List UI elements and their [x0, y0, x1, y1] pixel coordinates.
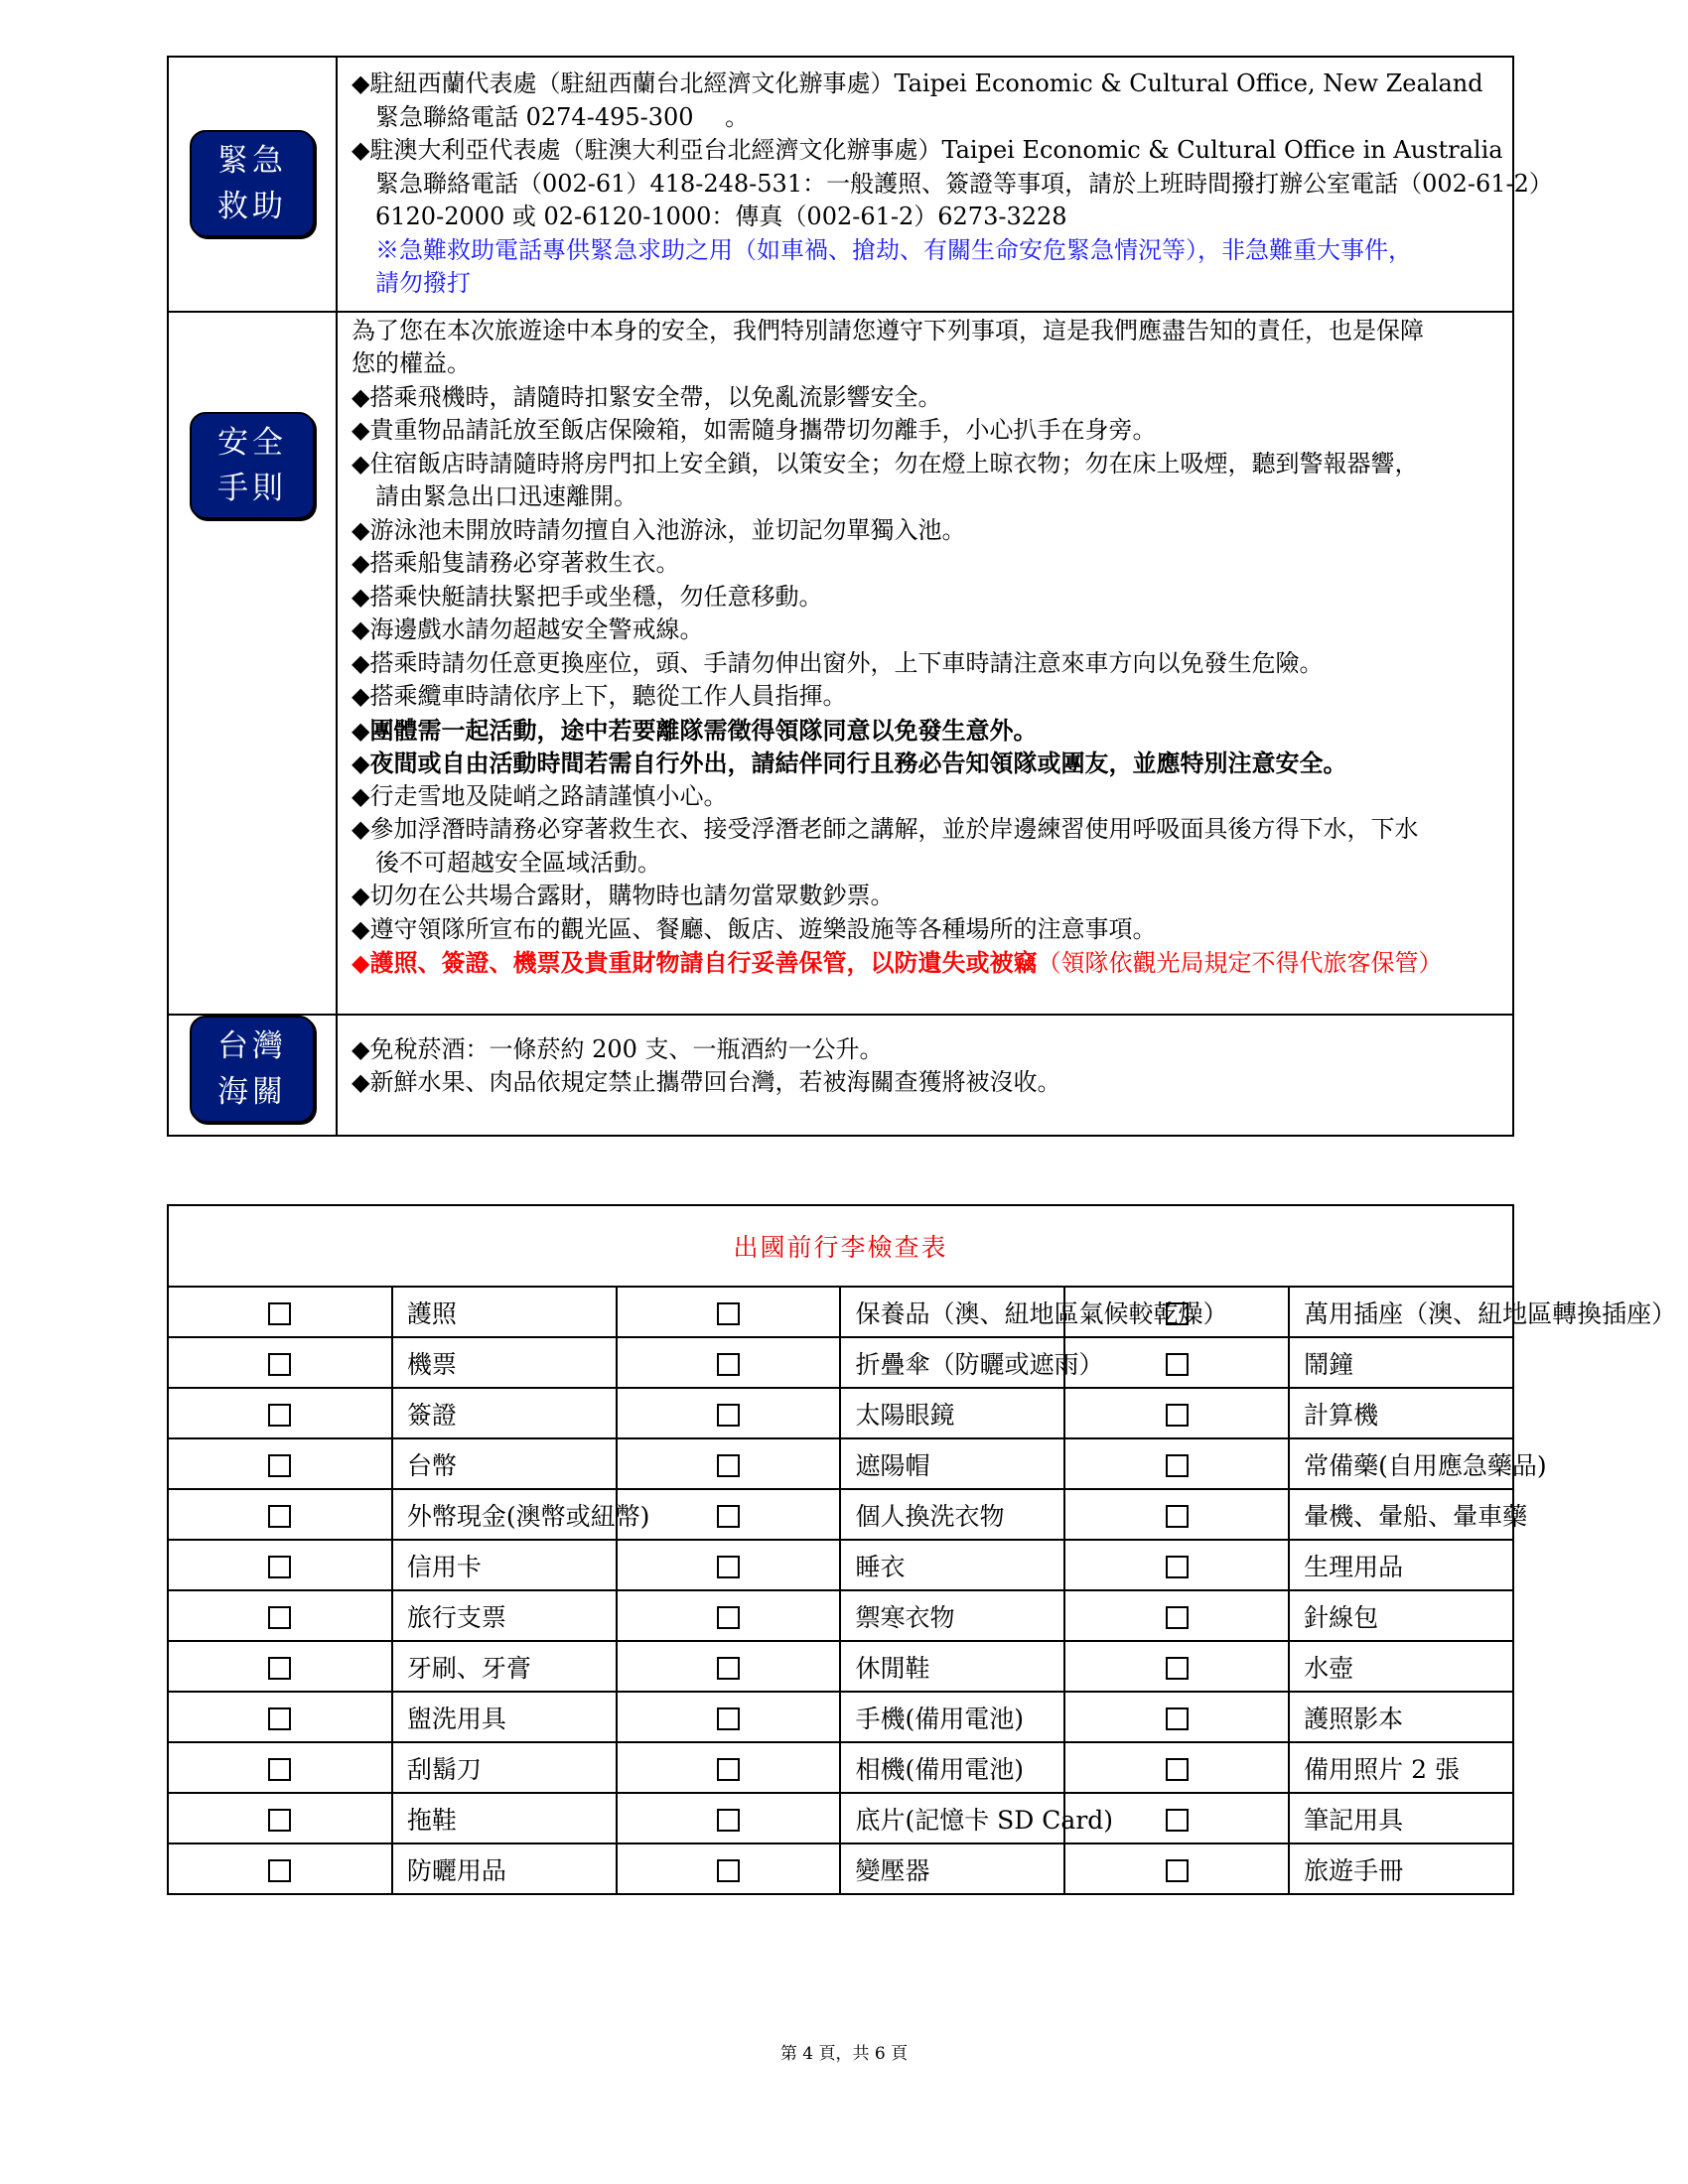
checklist-item: 防曬用品	[392, 1843, 617, 1894]
customs-section	[168, 1015, 1513, 1136]
customs-rule: ◆新鮮水果、肉品依規定禁止攜帶回台灣，若被海關查獲將被沒收。	[352, 1068, 1061, 1096]
nz-phone-line: 緊急聯絡電話 0274-495-300 。	[375, 102, 750, 131]
safety-rule: ◆參加浮潛時請務必穿著救生衣、接受浮潛老師之講解，並於岸邊練習使用呼吸面具後方得下水，下水	[352, 815, 1419, 843]
checkbox[interactable]	[268, 1353, 291, 1376]
checklist-item: 機票	[392, 1337, 617, 1388]
safety-rule: ◆遵守領隊所宣布的觀光區、餐廳、飯店、遊樂設施等各種場所的注意事項。	[352, 914, 1157, 943]
checklist-item: 旅行支票	[392, 1590, 617, 1641]
safety-rule: ◆游泳池未開放時請勿擅自入池游泳，並切記勿單獨入池。	[352, 515, 966, 544]
safety-label-badge: 安全 手則	[190, 412, 315, 519]
checkbox[interactable]	[268, 1556, 291, 1578]
checklist-item: 護照	[392, 1287, 617, 1337]
checkbox[interactable]	[1166, 1505, 1189, 1528]
checklist-row	[168, 1641, 1513, 1692]
checklist-item: 牙刷、牙膏	[392, 1641, 617, 1692]
safety-rule-valuables: ◆護照、簽證、機票及貴重財物請自行妥善保管，以防遺失或被竊（領隊依觀光局規定不得代旅客保管）	[352, 948, 1443, 977]
page-footer: 第 4 頁，共 6 頁	[779, 2044, 909, 2064]
checklist-item: 台幣	[392, 1438, 617, 1489]
emergency-note-2: 請勿撥打	[375, 269, 471, 297]
checklist-item: 常備藥(自用應急藥品)	[1289, 1438, 1513, 1489]
safety-rule: ◆切勿在公共場合露財，購物時也請勿當眾數鈔票。	[352, 882, 895, 909]
checklist-item: 太陽眼鏡	[840, 1388, 1064, 1438]
checklist-item: 水壺	[1289, 1641, 1513, 1692]
checkbox[interactable]	[1166, 1454, 1189, 1477]
checkbox[interactable]	[1166, 1606, 1189, 1629]
customs-label-badge: 台灣 海關	[190, 1016, 315, 1123]
checklist-row	[168, 1540, 1513, 1590]
checkbox[interactable]	[717, 1302, 740, 1325]
checklist-item: 護照影本	[1289, 1692, 1513, 1742]
checklist-body	[168, 1287, 1677, 1894]
checkbox[interactable]	[1166, 1404, 1189, 1427]
checkbox[interactable]	[268, 1657, 291, 1680]
safety-rule: ◆團體需一起活動，途中若要離隊需徵得領隊同意以免發生意外。	[352, 715, 1038, 745]
safety-rule: ◆搭乘纜車時請依序上下，聽從工作人員指揮。	[352, 682, 847, 710]
checklist-row	[168, 1337, 1513, 1388]
checklist-row	[168, 1793, 1513, 1843]
checklist-item: 刮鬍刀	[392, 1742, 617, 1793]
checkbox[interactable]	[268, 1606, 291, 1629]
checklist-item: 計算機	[1289, 1388, 1513, 1438]
safety-intro-2: 您的權益。	[352, 349, 471, 377]
checkbox[interactable]	[268, 1707, 291, 1730]
checklist-item: 變壓器	[840, 1843, 1064, 1894]
checkbox[interactable]	[717, 1404, 740, 1427]
checkbox[interactable]	[1166, 1556, 1189, 1578]
emergency-label-badge: 緊急 救助	[190, 130, 315, 237]
checklist-item: 生理用品	[1289, 1540, 1513, 1590]
checklist-row	[168, 1742, 1513, 1793]
safety-rule: ◆海邊戲水請勿超越安全警戒線。	[352, 615, 704, 643]
safety-rule: ◆行走雪地及陡峭之路請謹慎小心。	[352, 781, 728, 810]
checklist-row	[168, 1438, 1513, 1489]
checklist-row	[168, 1590, 1513, 1641]
customs-rule: ◆免稅菸酒：一條菸約 200 支、一瓶酒約一公升。	[352, 1034, 884, 1063]
checkbox[interactable]	[268, 1454, 291, 1477]
checkbox[interactable]	[717, 1454, 740, 1477]
checklist-title-row	[168, 1205, 1513, 1287]
checkbox[interactable]	[1166, 1707, 1189, 1730]
au-phone-line: 緊急聯絡電話（002-61）418-248-531：一般護照、簽證等事項，請於上班時間撥打辦公室電話（002-61-2）	[375, 169, 1553, 198]
luggage-checklist-table	[167, 1204, 1677, 1895]
checklist-item: 萬用插座（澳、紐地區轉換插座）	[1289, 1287, 1513, 1337]
checklist-item: 遮陽帽	[840, 1438, 1064, 1489]
checklist-item: 盥洗用具	[392, 1692, 617, 1742]
safety-rule: ◆貴重物品請託放至飯店保險箱，如需隨身攜帶切勿離手，小心扒手在身旁。	[352, 416, 1157, 444]
checkbox[interactable]	[717, 1353, 740, 1376]
checkbox[interactable]	[1166, 1657, 1189, 1680]
nz-office-line: ◆駐紐西蘭代表處（駐紐西蘭台北經濟文化辦事處）Taipei Economic & Cultural Office, New Zealand	[352, 69, 1483, 97]
checklist-row	[168, 1287, 1513, 1337]
checklist-item: 保養品（澳、紐地區氣候較乾燥）	[840, 1287, 1064, 1337]
checklist-item: 禦寒衣物	[840, 1590, 1064, 1641]
emergency-content	[338, 58, 1553, 311]
checkbox[interactable]	[717, 1758, 740, 1781]
checklist-item: 底片(記憶卡 SD Card)	[840, 1793, 1064, 1843]
checkbox[interactable]	[717, 1809, 740, 1832]
safety-rule: ◆搭乘時請勿任意更換座位，頭、手請勿伸出窗外，上下車時請注意來車方向以免發生危險。	[352, 648, 1324, 677]
au-office-line: ◆駐澳大利亞代表處（駐澳大利亞台北經濟文化辦事處）Taipei Economic & Cultural Office in Australia	[352, 136, 1503, 164]
checkbox[interactable]	[717, 1505, 740, 1528]
checklist-item: 旅遊手冊	[1289, 1843, 1513, 1894]
checklist-item: 針線包	[1289, 1590, 1513, 1641]
travel-info-table	[167, 56, 1553, 1137]
checklist-row	[168, 1388, 1513, 1438]
au-phone-line-2: 6120-2000 或 02-6120-1000：傳真（002-61-2）6273-3228	[375, 203, 1067, 230]
safety-section	[168, 312, 1513, 1015]
checklist-item: 鬧鐘	[1289, 1337, 1513, 1388]
checklist-item: 暈機、暈船、暈車藥	[1289, 1489, 1513, 1540]
checkbox[interactable]	[268, 1809, 291, 1832]
checklist-item: 簽證	[392, 1388, 617, 1438]
checklist-item: 外幣現金(澳幣或紐幣)	[392, 1489, 617, 1540]
checklist-item: 手機(備用電池)	[840, 1692, 1064, 1742]
checklist-item: 相機(備用電池)	[840, 1742, 1064, 1793]
safety-rule: 請由緊急出口迅速離開。	[375, 482, 637, 510]
checklist-item: 個人換洗衣物	[840, 1489, 1064, 1540]
safety-rule: ◆住宿飯店時請隨時將房門扣上安全鎖，以策安全；勿在燈上晾衣物；勿在床上吸煙，聽到警報器響，	[352, 449, 1419, 478]
checkbox[interactable]	[717, 1657, 740, 1680]
safety-intro: 為了您在本次旅遊途中本身的安全，我們特別請您遵守下列事項，這是我們應盡告知的責任，也是保障	[352, 316, 1424, 344]
checklist-item: 折疊傘（防曬或遮雨）	[840, 1337, 1064, 1388]
safety-rule: ◆夜間或自由活動時間若需自行外出，請結伴同行且務必告知領隊或團友，並應特別注意安全。	[352, 749, 1347, 777]
checkbox[interactable]	[268, 1758, 291, 1781]
checkbox[interactable]	[1166, 1809, 1189, 1832]
checklist-item: 筆記用具	[1289, 1793, 1513, 1843]
customs-content	[338, 1016, 1512, 1110]
safety-rule: ◆搭乘船隻請務必穿著救生衣。	[352, 549, 680, 577]
checkbox[interactable]	[1166, 1758, 1189, 1781]
checklist-title: 出國前行李檢查表	[168, 1205, 1513, 1287]
checkbox[interactable]	[1166, 1859, 1189, 1882]
safety-rule: ◆搭乘快艇請扶緊把手或坐穩，勿任意移動。	[352, 582, 823, 611]
checkbox[interactable]	[268, 1505, 291, 1528]
checklist-item: 睡衣	[840, 1540, 1064, 1590]
checkbox[interactable]	[717, 1556, 740, 1578]
emergency-section	[168, 57, 1513, 312]
checkbox[interactable]	[1166, 1302, 1189, 1325]
checklist-row	[168, 1843, 1513, 1894]
checkbox[interactable]	[717, 1859, 740, 1882]
checklist-item: 信用卡	[392, 1540, 617, 1590]
safety-rule: ◆搭乘飛機時，請隨時扣緊安全帶，以免亂流影響安全。	[352, 382, 942, 411]
checklist-row	[168, 1692, 1513, 1742]
checklist-item: 拖鞋	[392, 1793, 617, 1843]
safety-content	[338, 313, 1512, 991]
checklist-item: 休閒鞋	[840, 1641, 1064, 1692]
checkbox[interactable]	[268, 1302, 291, 1325]
checkbox[interactable]	[1166, 1353, 1189, 1376]
checklist-row	[168, 1489, 1513, 1540]
emergency-note: ※急難救助電話專供緊急求助之用（如車禍、搶劫、有關生命安危緊急情況等），非急難重大事件，	[375, 235, 1412, 264]
checkbox[interactable]	[268, 1859, 291, 1882]
checkbox[interactable]	[268, 1404, 291, 1427]
checkbox[interactable]	[717, 1606, 740, 1629]
safety-rule: 後不可超越安全區域活動。	[375, 848, 661, 877]
checkbox[interactable]	[717, 1707, 740, 1730]
checklist-item: 備用照片 2 張	[1289, 1742, 1513, 1793]
